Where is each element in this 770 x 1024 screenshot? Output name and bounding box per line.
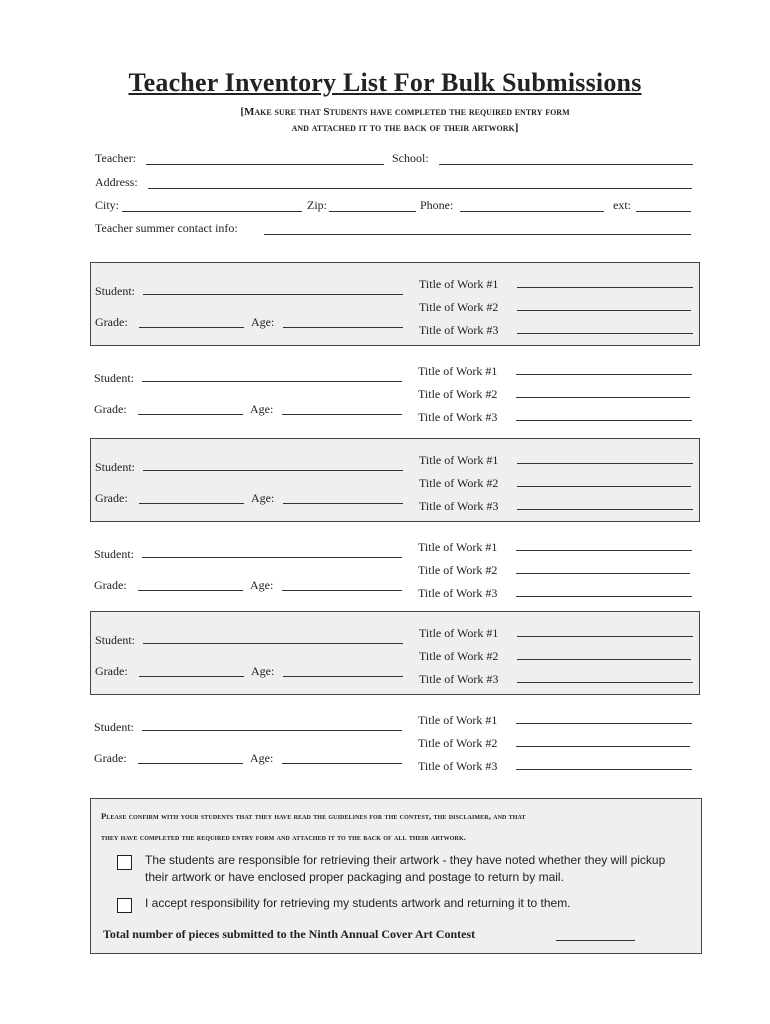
- total-pieces-field[interactable]: [556, 940, 635, 941]
- grade-label: Grade:: [95, 664, 128, 678]
- confirm-heading-line-2: they have completed the required entry form and attached it to the back of all their artwork.: [101, 832, 466, 842]
- student-label: Student:: [94, 371, 135, 385]
- work-1-field[interactable]: [517, 463, 693, 464]
- age-field[interactable]: [282, 590, 402, 591]
- phone-field[interactable]: [460, 211, 604, 212]
- work-1-field[interactable]: [516, 374, 692, 375]
- work-3-field[interactable]: [516, 596, 692, 597]
- grade-label: Grade:: [94, 751, 127, 765]
- subtitle-line-2: and attached it to the back of their artwork]: [291, 122, 519, 134]
- student-entry: [90, 350, 700, 434]
- student-name-field[interactable]: [143, 470, 403, 471]
- work-1-label: Title of Work #1: [419, 453, 499, 467]
- student-label: Student:: [94, 720, 135, 734]
- summer-contact-field[interactable]: [264, 234, 691, 235]
- work-2-field[interactable]: [517, 659, 691, 660]
- student-name-field[interactable]: [143, 643, 403, 644]
- work-2-label: Title of Work #2: [418, 736, 498, 750]
- student-name-field[interactable]: [143, 294, 403, 295]
- grade-label: Grade:: [95, 491, 128, 505]
- student-entry: [90, 438, 700, 522]
- work-3-field[interactable]: [516, 420, 692, 421]
- school-label: School:: [392, 151, 429, 165]
- grade-field[interactable]: [138, 763, 243, 764]
- work-2-label: Title of Work #2: [418, 563, 498, 577]
- student-name-field[interactable]: [142, 381, 402, 382]
- work-3-label: Title of Work #3: [419, 499, 499, 513]
- student-name-field[interactable]: [142, 730, 402, 731]
- work-3-label: Title of Work #3: [418, 410, 498, 424]
- work-3-field[interactable]: [516, 769, 692, 770]
- student-entry: [90, 526, 700, 610]
- ext-label: ext:: [613, 198, 631, 212]
- city-label: City:: [95, 198, 120, 212]
- city-field[interactable]: [122, 211, 302, 212]
- address-label: Address:: [95, 175, 138, 189]
- grade-label: Grade:: [94, 402, 127, 416]
- zip-label: Zip:: [307, 198, 327, 212]
- school-field[interactable]: [439, 164, 693, 165]
- address-field[interactable]: [148, 188, 692, 189]
- work-2-label: Title of Work #2: [418, 387, 498, 401]
- age-field[interactable]: [283, 503, 403, 504]
- confirm-heading-line-1: Please confirm with your students that they have read the guidelines for the contest, the disclaimer, and that: [101, 811, 526, 821]
- work-1-field[interactable]: [516, 550, 692, 551]
- work-1-label: Title of Work #1: [418, 364, 498, 378]
- work-3-field[interactable]: [517, 682, 693, 683]
- work-2-label: Title of Work #2: [419, 649, 499, 663]
- work-1-field[interactable]: [517, 287, 693, 288]
- accept-text: I accept responsibility for retrieving my students artwork and returning it to them.: [145, 896, 571, 910]
- work-1-field[interactable]: [517, 636, 693, 637]
- age-label: Age:: [251, 491, 275, 505]
- work-3-field[interactable]: [517, 509, 693, 510]
- work-3-label: Title of Work #3: [419, 323, 499, 337]
- teacher-field[interactable]: [146, 164, 384, 165]
- student-entry: [90, 262, 700, 346]
- grade-field[interactable]: [139, 503, 244, 504]
- phone-label: Phone:: [420, 198, 454, 212]
- work-3-label: Title of Work #3: [418, 586, 498, 600]
- work-2-field[interactable]: [516, 746, 690, 747]
- ext-field[interactable]: [636, 211, 691, 212]
- grade-field[interactable]: [138, 590, 243, 591]
- student-label: Student:: [95, 633, 136, 647]
- accept-checkbox[interactable]: [117, 898, 132, 913]
- grade-field[interactable]: [139, 676, 244, 677]
- age-label: Age:: [250, 402, 274, 416]
- total-pieces-label: Total number of pieces submitted to the Ninth Annual Cover Art Contest: [103, 927, 476, 941]
- student-entry: [90, 699, 700, 783]
- age-field[interactable]: [282, 414, 402, 415]
- age-label: Age:: [250, 751, 274, 765]
- grade-label: Grade:: [95, 315, 128, 329]
- responsibility-checkbox[interactable]: [117, 855, 132, 870]
- zip-field[interactable]: [329, 211, 416, 212]
- work-2-label: Title of Work #2: [419, 300, 499, 314]
- student-label: Student:: [95, 460, 136, 474]
- work-2-field[interactable]: [516, 573, 690, 574]
- grade-field[interactable]: [139, 327, 244, 328]
- work-3-field[interactable]: [517, 333, 693, 334]
- work-1-label: Title of Work #1: [419, 277, 499, 291]
- work-2-label: Title of Work #2: [419, 476, 499, 490]
- work-1-field[interactable]: [516, 723, 692, 724]
- age-field[interactable]: [282, 763, 402, 764]
- student-entry: [90, 611, 700, 695]
- subtitle-line-1: [Make sure that Students have completed the required entry form: [240, 106, 570, 118]
- work-1-label: Title of Work #1: [418, 540, 498, 554]
- student-label: Student:: [95, 284, 136, 298]
- grade-label: Grade:: [94, 578, 127, 592]
- student-name-field[interactable]: [142, 557, 402, 558]
- work-1-label: Title of Work #1: [418, 713, 498, 727]
- age-label: Age:: [251, 664, 275, 678]
- work-2-field[interactable]: [517, 310, 691, 311]
- work-3-label: Title of Work #3: [418, 759, 498, 773]
- work-2-field[interactable]: [516, 397, 690, 398]
- grade-field[interactable]: [138, 414, 243, 415]
- work-1-label: Title of Work #1: [419, 626, 499, 640]
- age-label: Age:: [250, 578, 274, 592]
- teacher-label: Teacher:: [95, 151, 137, 165]
- page-title: Teacher Inventory List For Bulk Submissions: [128, 68, 642, 97]
- age-label: Age:: [251, 315, 275, 329]
- confirmation-box: [90, 798, 702, 954]
- age-field[interactable]: [283, 327, 403, 328]
- summer-contact-label: Teacher summer contact info:: [95, 221, 238, 235]
- student-label: Student:: [94, 547, 135, 561]
- responsibility-text: The students are responsible for retrieving their artwork - they have noted whether they will pickup their artwork or have enclosed proper packaging and postage to return by mail.: [145, 853, 666, 884]
- work-3-label: Title of Work #3: [419, 672, 499, 686]
- age-field[interactable]: [283, 676, 403, 677]
- work-2-field[interactable]: [517, 486, 691, 487]
